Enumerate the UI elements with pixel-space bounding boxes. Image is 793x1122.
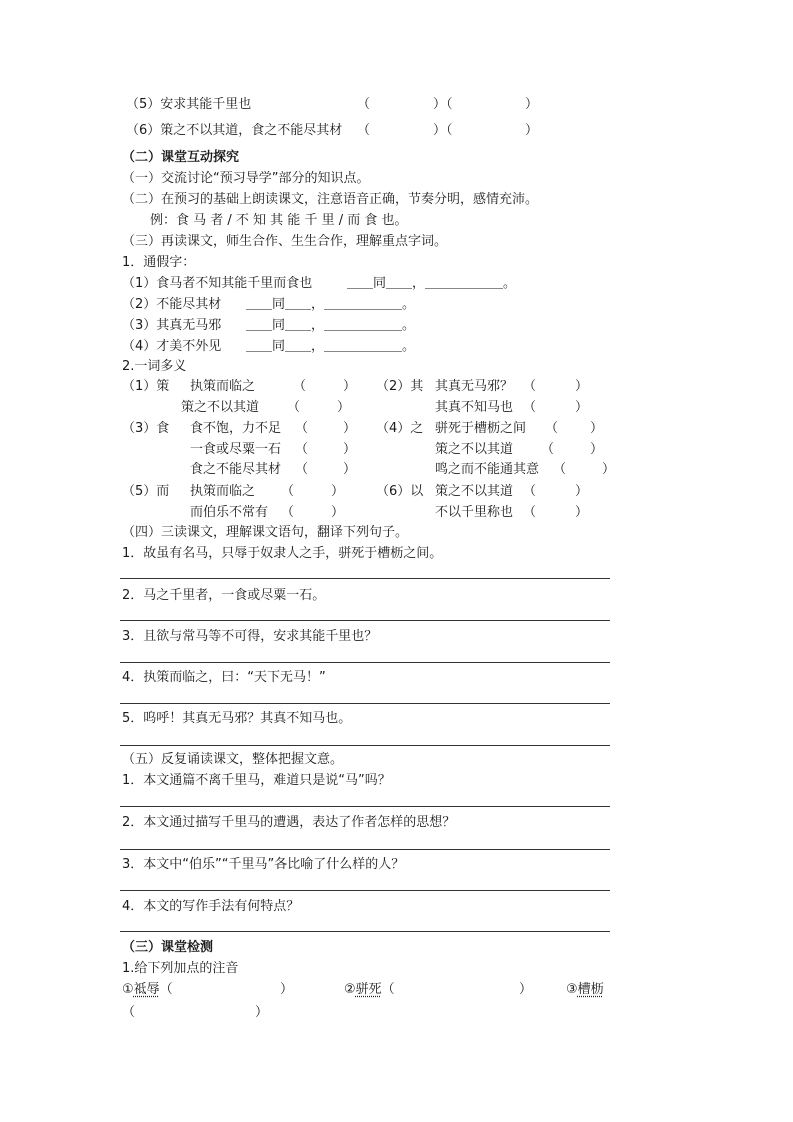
yici-phrase: 策之不以其道 [435, 442, 514, 457]
yici-label: （4）之 [376, 421, 424, 436]
tongjia-blank: ＿＿同＿＿，＿＿＿＿＿＿。 [246, 318, 416, 333]
yici-phrase: 食之不能尽其材 [190, 462, 282, 477]
paren-open: （ [159, 982, 173, 997]
question-6: （6）策之不以其道，食之不能尽其材 [126, 123, 343, 138]
dotted-word: 骈死 [355, 982, 382, 997]
paren-open: （ [541, 442, 555, 457]
dotted-word: 槽枥 [577, 982, 604, 997]
paren-close: ） [575, 379, 589, 394]
tongjia-blank: ＿＿同＿＿，＿＿＿＿＿＿。 [246, 297, 416, 312]
item-number: ③ [566, 982, 578, 997]
paren-open: （ [523, 484, 537, 499]
item-number: ② [344, 982, 356, 997]
paren-open: （ [381, 982, 395, 997]
answer-line [120, 662, 610, 663]
item-number: ① [122, 982, 134, 997]
yici-phrase: 其真不知马也 [435, 400, 514, 415]
paren-open: （ [295, 421, 309, 436]
paren-close: ） [255, 1005, 269, 1020]
paren-close: ） [280, 982, 294, 997]
paren-open: （ [545, 421, 559, 436]
yici-label: （3）食 [122, 421, 170, 436]
section-heading: （二）课堂互动探究 [122, 150, 240, 165]
translate-item: 5．呜呼！其真无马邪？其真不知马也。 [122, 711, 352, 726]
paren-close: ） [331, 484, 345, 499]
translate-item: 2．马之千里者，一食或尽粟一石。 [122, 588, 326, 603]
paren-open: （ [293, 379, 307, 394]
answer-paren-open: （ [357, 123, 371, 138]
section-heading: （四）三读课文，理解课文语句，翻译下列句子。 [122, 525, 409, 540]
tongjia-blank: ＿＿同＿＿，＿＿＿＿＿＿。 [347, 276, 517, 291]
paren-open: （ [553, 462, 567, 477]
section-heading: （五）反复诵读课文，整体把握文意。 [122, 752, 344, 767]
answer-line [120, 703, 610, 704]
example-text: 例：食 马 者 / 不 知 其 能 千 里 / 而 食 也。 [150, 213, 408, 228]
yici-label: （1）策 [122, 379, 170, 394]
question-item: 1.给下列加点的注音 [122, 961, 239, 976]
paren-open: （ [281, 505, 295, 520]
translate-item: 3．且欲与常马等不可得，安求其能千里也？ [122, 629, 378, 644]
answer-paren-mid: ）（ [433, 97, 453, 112]
yici-phrase: 食不饱，力不足 [190, 421, 282, 436]
question-5 [126, 97, 251, 113]
paren-close: ） [575, 400, 589, 415]
answer-paren-mid: ）（ [433, 123, 453, 138]
yici-label: （2）其 [376, 379, 424, 394]
dotted-word: 祗辱 [133, 982, 160, 997]
paren-open: （ [287, 400, 301, 415]
step-text: （三）再读课文，师生合作、生生合作，理解重点字词。 [122, 234, 448, 249]
yici-phrase: 一食或尽粟一石 [190, 442, 282, 457]
question-item: 1．本文通篇不离千里马，难道只是说“马”吗？ [122, 773, 391, 788]
yici-phrase: 执策而临之 [190, 484, 256, 499]
tongjia-item: （1）食马者不知其能千里而食也 [122, 276, 313, 291]
paren-close: ） [343, 379, 357, 394]
paren-close: ） [575, 505, 589, 520]
pinyin-item-2 [344, 982, 395, 998]
question-item: 4．本文的写作手法有何特点？ [122, 899, 300, 914]
step-text: （一）交流讨论“预习导学”部分的知识点。 [122, 171, 370, 186]
pinyin-item-3 [566, 982, 604, 998]
section-heading: （三）课堂检测 [122, 940, 214, 955]
paren-close: ） [337, 400, 351, 415]
translate-item: 1．故虽有名马，只辱于奴隶人之手，骈死于槽枥之间。 [122, 546, 443, 561]
tongjia-item: （3）其真无马邪 [122, 318, 222, 333]
question-5-text: （5）安求其能千里也 [126, 97, 252, 112]
paren-close: ） [590, 421, 604, 436]
subsection-title: 1．通假字： [122, 255, 196, 270]
question-item: 3．本文中“伯乐”“千里马”各比喻了什么样的人？ [122, 857, 405, 872]
answer-line [120, 849, 610, 850]
paren-open: （ [281, 484, 295, 499]
paren-close: ） [602, 462, 616, 477]
paren-open: （ [523, 379, 537, 394]
question-item: 2．本文通过描写千里马的遭遇，表达了作者怎样的思想？ [122, 815, 456, 830]
paren-close: ） [590, 442, 604, 457]
answer-paren-close: ） [525, 123, 539, 138]
yici-phrase: 鸣之而不能通其意 [435, 462, 540, 477]
answer-paren-open: （ [357, 97, 371, 112]
answer-line [120, 890, 610, 891]
paren-close: ） [343, 421, 357, 436]
tongjia-blank: ＿＿同＿＿，＿＿＿＿＿＿。 [246, 339, 416, 354]
answer-line [120, 578, 610, 579]
answer-line [120, 931, 610, 932]
yici-phrase: 而伯乐不常有 [190, 505, 269, 520]
paren-close: ） [343, 462, 357, 477]
translate-item: 4．执策而临之，曰：“天下无马！” [122, 670, 326, 685]
pinyin-item-1 [122, 982, 173, 998]
answer-line [120, 745, 610, 746]
yici-phrase: 不以千里称也 [435, 505, 514, 520]
yici-label: （6）以 [376, 484, 424, 499]
paren-close: ） [343, 442, 357, 457]
paren-close: ） [575, 484, 589, 499]
yici-phrase: 其真无马邪？ [435, 379, 514, 394]
answer-line [120, 620, 610, 621]
yici-phrase: 策之不以其道 [435, 484, 514, 499]
subsection-title: 2.一词多义 [122, 359, 187, 374]
paren-open: （ [295, 442, 309, 457]
paren-close: ） [519, 982, 533, 997]
paren-close: ） [331, 505, 345, 520]
paren-open: （ [295, 462, 309, 477]
yici-phrase: 骈死于槽枥之间 [435, 421, 527, 436]
paren-open: （ [122, 1005, 136, 1020]
tongjia-item: （2）不能尽其材 [122, 297, 222, 312]
yici-phrase: 执策而临之 [190, 379, 256, 394]
yici-label: （5）而 [122, 484, 170, 499]
tongjia-item: （4）才美不外见 [122, 339, 222, 354]
answer-line [120, 806, 610, 807]
paren-open: （ [523, 505, 537, 520]
yici-phrase: 策之不以其道 [181, 400, 260, 415]
step-text: （二）在预习的基础上朗读课文，注意语音正确，节奏分明，感情充沛。 [122, 192, 539, 207]
paren-open: （ [523, 400, 537, 415]
answer-paren-close: ） [525, 97, 539, 112]
